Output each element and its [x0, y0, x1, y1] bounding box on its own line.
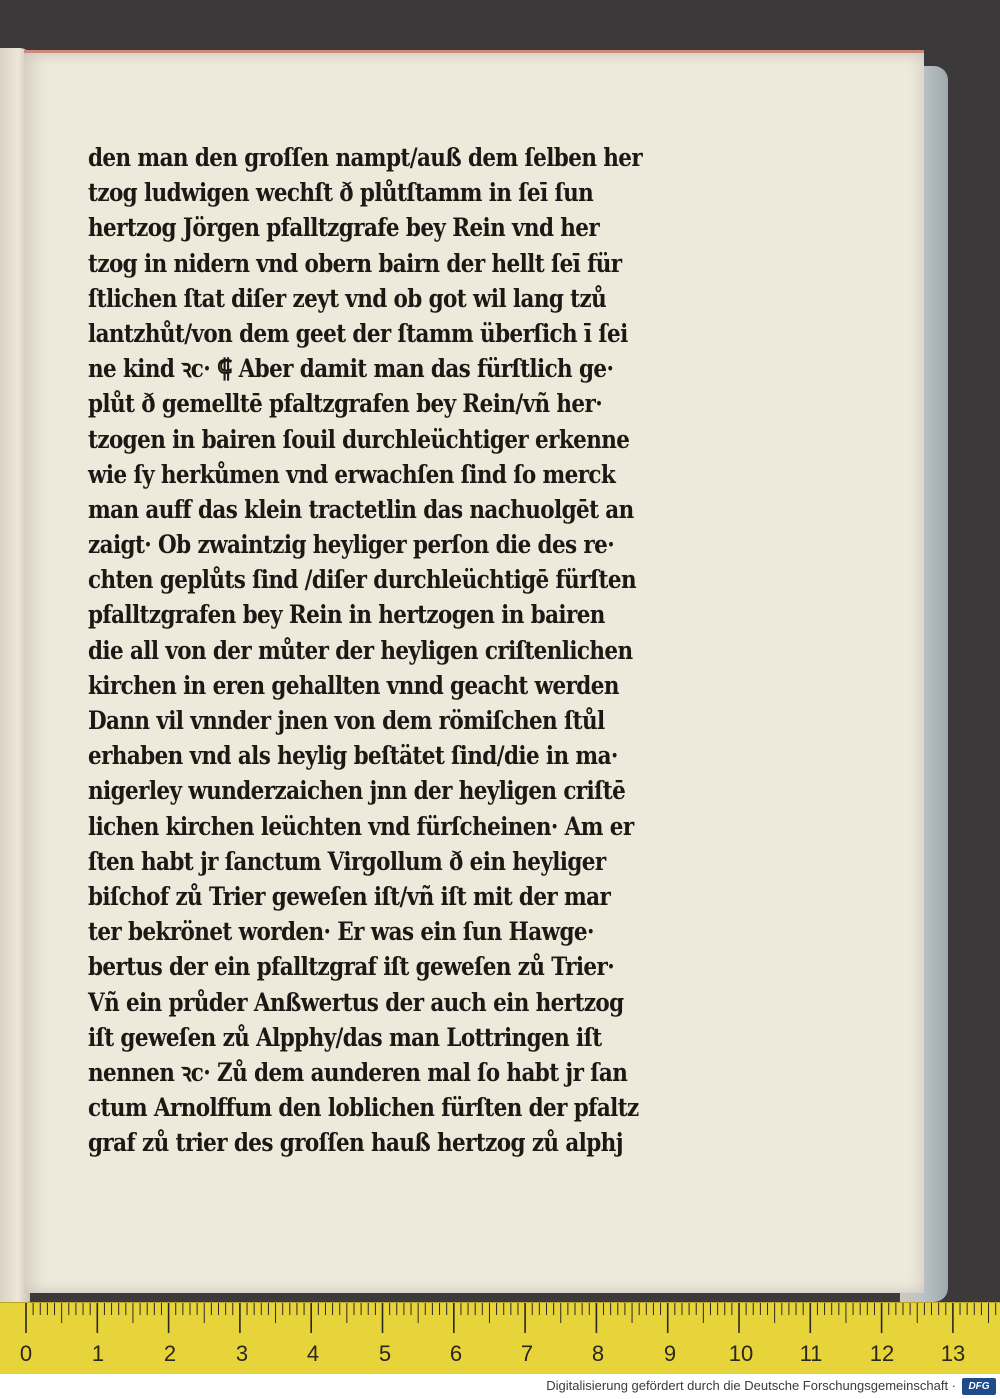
- ruler-label: 10: [728, 1341, 754, 1366]
- text-line: pfalltzgrafen bey Rein in hertzogen in bairen: [88, 601, 605, 631]
- text-line: ter bekrönet worden· Er was ein ſun Hawge·: [88, 917, 594, 948]
- text-line: lantzhůt/von dem geet der ſtamm überſich ī ſei: [88, 319, 628, 350]
- text-line: Vñ ein průder Anßwertus der auch ein hertzog: [88, 988, 624, 1018]
- text-line: hertzog Jörgen pfalltzgrafe bey Rein vnd her: [88, 214, 600, 244]
- text-line: ſtlichen ſtat diſer zeyt vnd ob got wil lang tzů: [88, 284, 607, 314]
- dfg-logo: DFG: [962, 1378, 996, 1395]
- text-line: wie ſy herkůmen vnd erwachſen ſind ſo merck: [88, 460, 616, 490]
- text-line: die all von der můter der heyligen criſtenlichen: [88, 636, 633, 666]
- text-line: nennen ꝛc· Zů dem aunderen mal ſo habt jr ſan: [88, 1058, 628, 1089]
- text-line: tzog in nidern vnd obern bairn der hellt ſeī für: [88, 249, 622, 279]
- ruler-label: 1: [91, 1341, 105, 1366]
- text-line: Dann vil vnnder jnen von dem römiſchen ſtůl: [88, 706, 605, 737]
- text-line: tzogen in bairen ſouil durchleüchtiger erkenne: [88, 425, 630, 455]
- ruler-label: 5: [378, 1341, 392, 1366]
- ruler-label: 8: [591, 1341, 605, 1366]
- footer-bar: [0, 1374, 1000, 1399]
- text-line: tzog ludwigen wechſt ð plůtſtamm in ſeī ſun: [88, 178, 594, 209]
- text-line: kirchen in eren gehallten vnnd geacht werden: [88, 671, 619, 702]
- funding-credit: Digitalisierung gefördert durch die Deutsche Forschungsgemeinschaft ·: [546, 1378, 956, 1393]
- ruler-label: 11: [799, 1341, 823, 1366]
- ruler-label: 2: [163, 1341, 177, 1366]
- text-line: bertus der ein pfalltzgraf iſt geweſen zů Trier·: [88, 953, 615, 983]
- ruler-ticks: [0, 1303, 1000, 1375]
- ruler-label: 3: [235, 1341, 249, 1366]
- ruler-label: 0: [19, 1341, 33, 1366]
- text-line: ne kind ꝛc· ⸿ Aber damit man das fürſtlich ge·: [88, 354, 614, 385]
- ruler-label: 6: [449, 1341, 463, 1366]
- text-line: chten geplůts ſind /diſer durchleüchtigē fürſten: [88, 565, 636, 596]
- text-line: man auff das klein tractetlin das nachuolgēt an: [88, 495, 634, 526]
- text-line: ſten habt jr ſanctum Virgollum ð ein heyliger: [88, 847, 606, 877]
- text-line: iſt geweſen zů Alpphy/das man Lottringen iſt: [88, 1023, 602, 1053]
- ruler-label: 13: [940, 1341, 966, 1366]
- measuring-ruler: [0, 1302, 1000, 1375]
- book-page: [24, 50, 924, 1293]
- text-line: lichen kirchen leüchten vnd fürſcheinen· Am er: [88, 812, 634, 842]
- text-line: zaigt· Ob zwaintzig heyliger perſon die des re·: [88, 530, 615, 561]
- text-line: plůt ð gemelltē pfaltzgrafen bey Rein/vñ her·: [88, 390, 603, 420]
- ruler-label: 9: [663, 1341, 677, 1366]
- ruler-label: 7: [520, 1341, 534, 1366]
- text-line: den man den groſſen nampt/auß dem ſelben her: [88, 143, 643, 174]
- text-line: graf zů trier des groſſen hauß hertzog zů alphj: [88, 1128, 623, 1159]
- ruler-label: 12: [869, 1341, 895, 1366]
- text-line: ctum Arnolffum den loblichen fürſten der pfaltz: [88, 1093, 639, 1124]
- text-line: erhaben vnd als heylig beſtätet ſind/die in ma·: [88, 741, 618, 772]
- text-line: biſchof zů Trier geweſen iſt/vñ iſt mit der mar: [88, 882, 611, 913]
- ruler-label: 4: [306, 1341, 320, 1366]
- text-block: [88, 141, 788, 1161]
- text-line: nigerley wunderzaichen jnn der heyligen criſtē: [88, 777, 626, 807]
